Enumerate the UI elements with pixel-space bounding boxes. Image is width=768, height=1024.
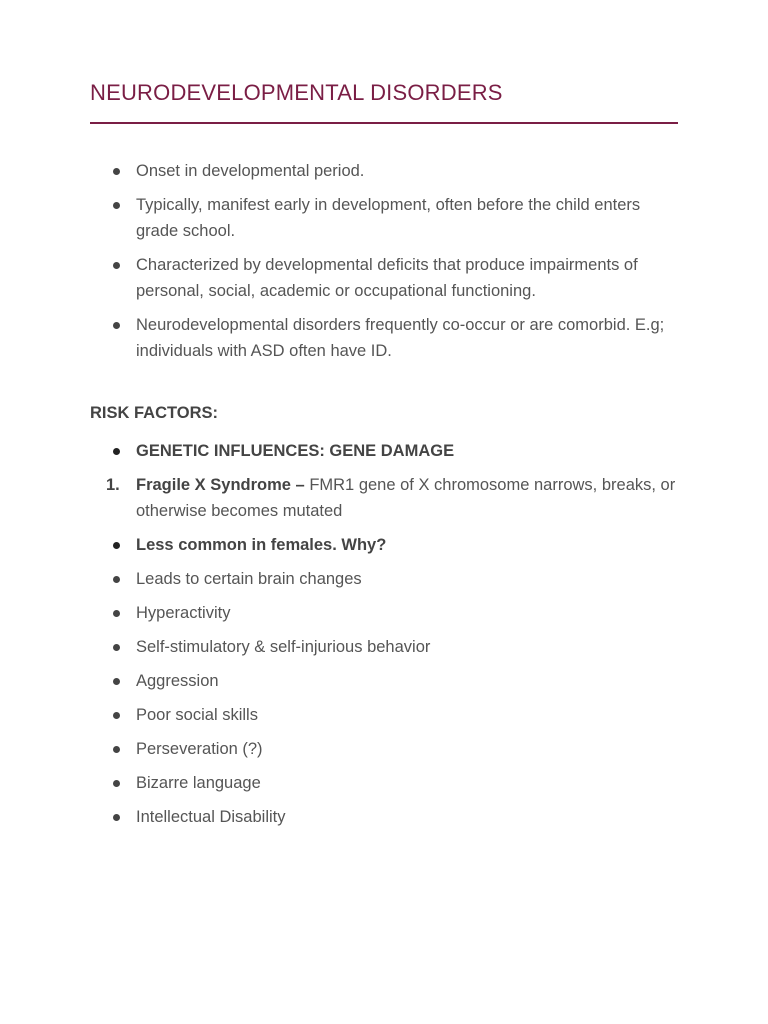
bullet-icon: [113, 576, 120, 583]
list-item: [90, 158, 678, 184]
list-item: [90, 634, 678, 660]
list-item-text: Neurodevelopmental disorders frequently co-occur or are comorbid. E.g; individuals with ASD often have ID.: [136, 316, 665, 360]
list-item-text: Poor social skills: [136, 706, 258, 724]
intro-bullet-list: [90, 158, 678, 372]
genetic-influences-heading: GENETIC INFLUENCES: GENE DAMAGE: [136, 442, 455, 460]
list-item: [90, 702, 678, 728]
list-item: [90, 804, 678, 830]
bullet-icon: [113, 712, 120, 719]
list-item-genetic-heading: [90, 438, 678, 464]
bullet-icon: [113, 202, 120, 209]
bullet-icon: [113, 644, 120, 651]
bullet-icon: [113, 448, 120, 455]
bullet-icon: [113, 262, 120, 269]
document-title: NEURODEVELOPMENTAL DISORDERS: [90, 80, 503, 105]
bullet-icon: [113, 168, 120, 175]
risk-factors-list: [90, 438, 678, 838]
list-item: [90, 566, 678, 592]
bullet-icon: [113, 780, 120, 787]
list-item: [90, 192, 678, 244]
list-item: [90, 600, 678, 626]
fragile-x-text: FMR1 gene of X chromosome narrows, breaks, or otherwise becomes mutated: [136, 476, 676, 520]
list-item-text: Aggression: [136, 672, 219, 690]
list-item: [90, 668, 678, 694]
list-item-text: Characterized by developmental deficits that produce impairments of personal, social, academic or occupational functioning.: [136, 256, 638, 300]
list-item-females-note: [90, 532, 678, 558]
list-item-text: Intellectual Disability: [136, 808, 286, 826]
bullet-icon: [113, 814, 120, 821]
fragile-x-label: Fragile X Syndrome –: [136, 476, 305, 494]
females-note: Less common in females. Why?: [136, 536, 387, 554]
bullet-icon: [113, 746, 120, 753]
list-item-text: Self-stimulatory & self-injurious behavior: [136, 638, 431, 656]
title-underline: [90, 122, 678, 124]
bullet-icon: [113, 610, 120, 617]
bullet-icon: [113, 678, 120, 685]
list-item-text: Onset in developmental period.: [136, 162, 365, 180]
bullet-icon: [113, 542, 120, 549]
list-number: 1.: [106, 476, 120, 494]
list-item-fragile-x: [90, 472, 678, 524]
list-item: [90, 312, 678, 364]
list-item-text: Leads to certain brain changes: [136, 570, 362, 588]
list-item-text: Hyperactivity: [136, 604, 231, 622]
list-item: [90, 736, 678, 762]
list-item-text: Typically, manifest early in development, often before the child enters grade school.: [136, 196, 641, 240]
risk-factors-heading: RISK FACTORS:: [90, 404, 219, 422]
list-item-text: Perseveration (?): [136, 740, 263, 758]
list-item-text: Bizarre language: [136, 774, 261, 792]
list-item: [90, 252, 678, 304]
bullet-icon: [113, 322, 120, 329]
list-item: [90, 770, 678, 796]
